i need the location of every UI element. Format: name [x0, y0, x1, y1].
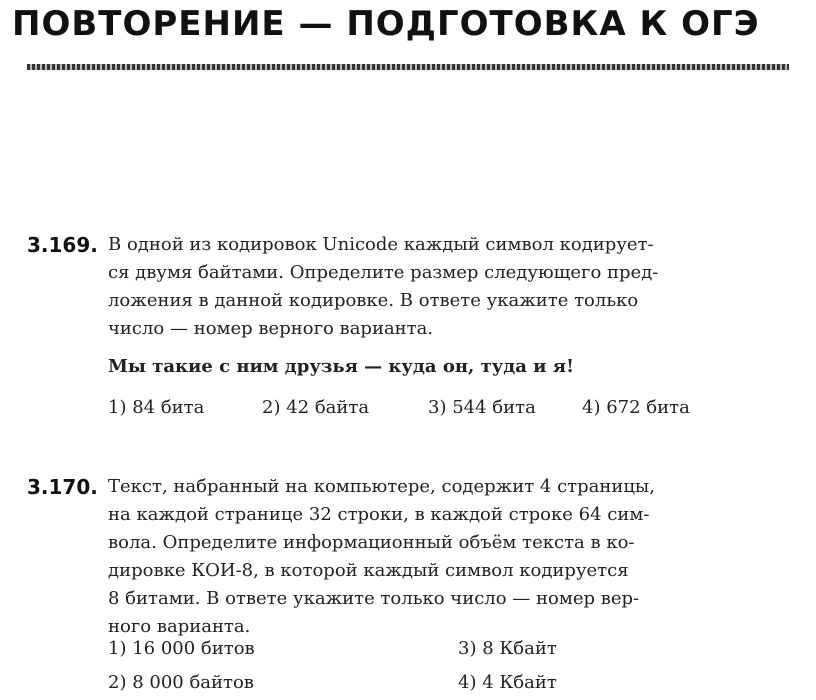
task-169-sentence: Мы такие с ним друзья — куда он, туда и я! — [108, 356, 574, 377]
task-169-option-3: 3) 544 бита — [428, 397, 536, 418]
task-169-line-4: число — номер верного варианта. — [108, 318, 434, 339]
task-169-line-3: ложения в данной кодировке. В ответе укажите только — [108, 290, 639, 311]
task-169-option-4: 4) 672 бита — [582, 397, 690, 418]
task-170-option-4: 4) 4 Кбайт — [458, 672, 557, 693]
header-divider — [27, 64, 789, 70]
task-number-169: 3.169. — [27, 233, 98, 257]
task-170-option-2: 2) 8 000 байтов — [108, 672, 254, 693]
task-169-line-1: В одной из кодировок Unicode каждый символ кодирует- — [108, 234, 654, 255]
task-169-option-1: 1) 84 бита — [108, 397, 205, 418]
task-170-line-1: Текст, набранный на компьютере, содержит 4 страницы, — [108, 476, 655, 497]
task-169-option-2: 2) 42 байта — [262, 397, 370, 418]
task-169-line-2: ся двумя байтами. Определите размер следующего пред- — [108, 262, 659, 283]
task-170-line-3: вола. Определите информационный объём текста в ко- — [108, 532, 635, 553]
task-170-option-1: 1) 16 000 битов — [108, 638, 255, 659]
task-170-line-6: ного варианта. — [108, 616, 251, 637]
task-170-line-5: 8 битами. В ответе укажите только число — номер вер- — [108, 588, 640, 609]
task-170-option-3: 3) 8 Кбайт — [458, 638, 557, 659]
page-header: ПОВТОРЕНИЕ — ПОДГОТОВКА К ОГЭ — [12, 4, 760, 44]
task-170-line-4: дировке КОИ-8, в которой каждый символ кодируется — [108, 560, 629, 581]
task-number-170: 3.170. — [27, 475, 98, 499]
task-170-line-2: на каждой странице 32 строки, в каждой строке 64 сим- — [108, 504, 650, 525]
